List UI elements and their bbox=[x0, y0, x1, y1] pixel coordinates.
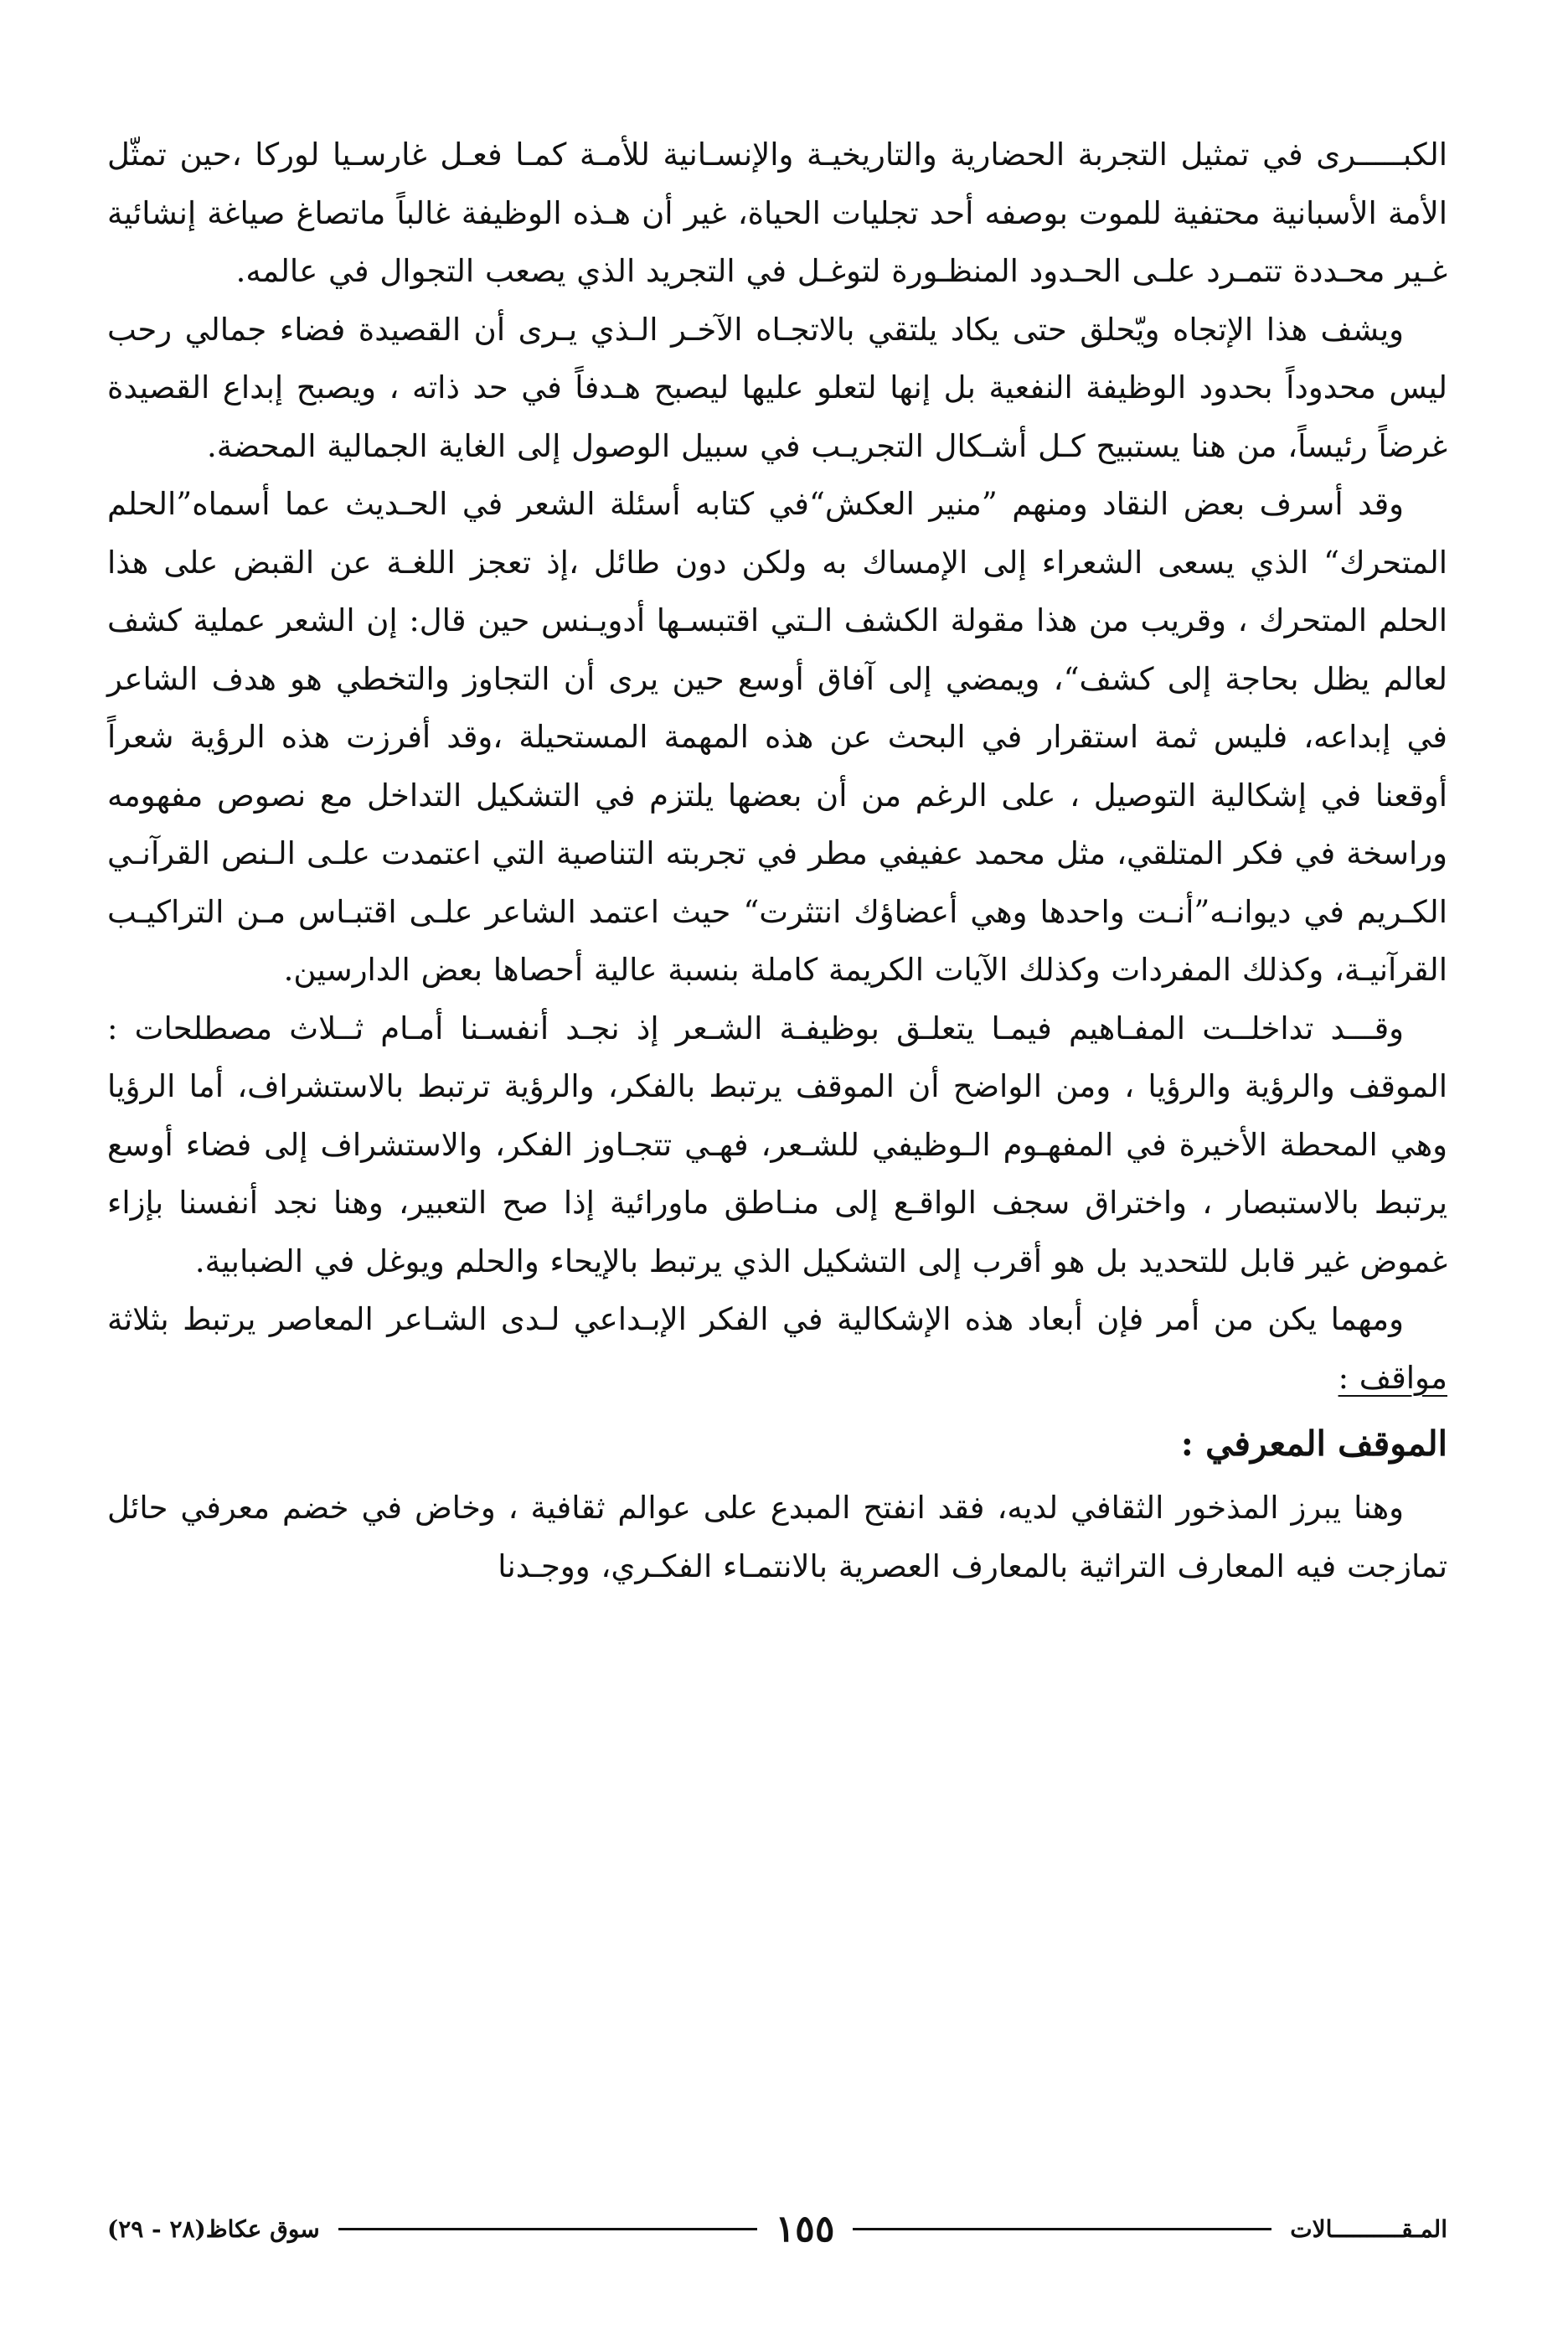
paragraph-2: ويشف هذا الإتجاه ويّحلق حتى يكاد يلتقي بالاتجـاه الآخـر الـذي يـرى أن القصيدة فضاء جمالي رحب ليس محدوداً بحدود الوظيفة النفعية بل إنها لتعلو عليها ليصبح هـدفاً في حد ذاته ، ويصبح إبداع القصيدة غرضاً رئيساً، من هنا يستبيح كـل أشـكال التجريـب في سبيل الوصول إلى الغاية الجمالية المحضة. bbox=[107, 311, 1447, 464]
underlined-word: مواقف : bbox=[1338, 1359, 1447, 1396]
paragraph-3: وقد أسرف بعض النقاد ومنهم ”منير العكش“في كتابه أسئلة الشعر في الحـديث عما أسماه”الحلم المتحرك“ الذي يسعى الشعراء إلى الإمساك به ولكن دون طائل ،إذ تعجز اللغـة عن القبض على هذا الحلم المتحرك ، وقريب من هذا مقولة الكشف الـتي اقتبسـها أدويـنس حين قال: إن الشعر عملية كشف لعالم يظل بحاجة إلى كشف“، ويمضي إلى آفاق أوسع حين يرى أن التجاوز والتخطي هو هدف الشاعر في إبداعه، فليس ثمة استقرار في البحث عن هذه المهمة المستحيلة ،وقد أفرزت هذه الرؤية شعراً أوقعنا في إشكالية التوصيل ، على الرغم من أن بعضها يلتزم في التشكيل التداخل مع نصوص مفهومه وراسخة في فكر المتلقي، مثل محمد عفيفي مطر في تجربته التناصية التي اعتمدت علـى الـنص القرآنـي الكـريم في ديوانـه”أنـت واحدها وهي أعضاؤك انتثرت“ حيث اعتمد الشاعر علـى اقتبـاس مـن التراكيـب القرآنيـة، وكذلك المفردات وكذلك الآيات الكريمة كاملة بنسبة عالية أحصاها بعض الدارسين. bbox=[107, 486, 1447, 988]
footer-rule-right bbox=[853, 2228, 1271, 2230]
page-number: ١٥٥ bbox=[775, 2207, 835, 2250]
paragraph-1: الكبـــــرى في تمثيل التجربة الحضارية والتاريخيـة والإنسـانية للأمـة كمـا فعـل غارسـيا لوركا ،حين تمثّل الأمة الأسبانية محتفية للموت بوصفه أحد تجليات الحياة، غير أن هـذه الوظيفة غالباً ماتصاغ صياغة إنشائية غـير محـددة تتمـرد علـى الحـدود المنظـورة لتوغـل في التجريد الذي يصعب التجوال في عالمه. bbox=[107, 137, 1447, 289]
page-footer bbox=[107, 2204, 1447, 2254]
footer-rule-left bbox=[338, 2228, 757, 2230]
footer-section-label: المـقــــــــــالات bbox=[1290, 2214, 1447, 2243]
paragraph-4: وقـــد تداخلــت المفـاهيم فيمـا يتعلـق بوظيفـة الشـعر إذ نجـد أنفسـنا أمـام ثــلاث مصطلحات : الموقف والرؤية والرؤيا ، ومن الواضح أن الموقف يرتبط بالفكر، والرؤية ترتبط بالاستشراف، أما الرؤيا وهي المحطة الأخيرة في المفهـوم الـوظيفي للشـعر، فهـي تتجـاوز الفكر، والاستشراف إلى فضاء أوسع يرتبط بالاستبصار ، واختراق سجف الواقـع إلى منـاطق ماورائية إذا صح التعبير، وهنا نجد أنفسنا بإزاء غموض غير قابل للتحديد بل هو أقرب إلى التشكيل الذي يرتبط بالإيحاء والحلم ويوغل في الضبابية. bbox=[107, 1010, 1447, 1279]
paragraph-5 bbox=[107, 1290, 1447, 1407]
article-body bbox=[107, 126, 1447, 1595]
paragraph-5-text: ومهما يكن من أمر فإن أبعاد هذه الإشكالية في الفكر الإبـداعي لـدى الشـاعر المعاصر يرتبط بثلاثة bbox=[107, 1301, 1404, 1337]
footer-journal-title: سوق عكاظ(٢٨ - ٢٩) bbox=[106, 2214, 320, 2243]
section-paragraph: وهنا يبرز المذخور الثقافي لديه، فقد انفتح المبدع على عوالم ثقافية ، وخاض في خضم معرفي حائل تمازجت فيه المعارف التراثية بالمعارف العصرية بالانتمـاء الفكـري، ووجـدنا bbox=[107, 1490, 1447, 1584]
section-heading: الموقف المعرفي : bbox=[1180, 1424, 1447, 1464]
